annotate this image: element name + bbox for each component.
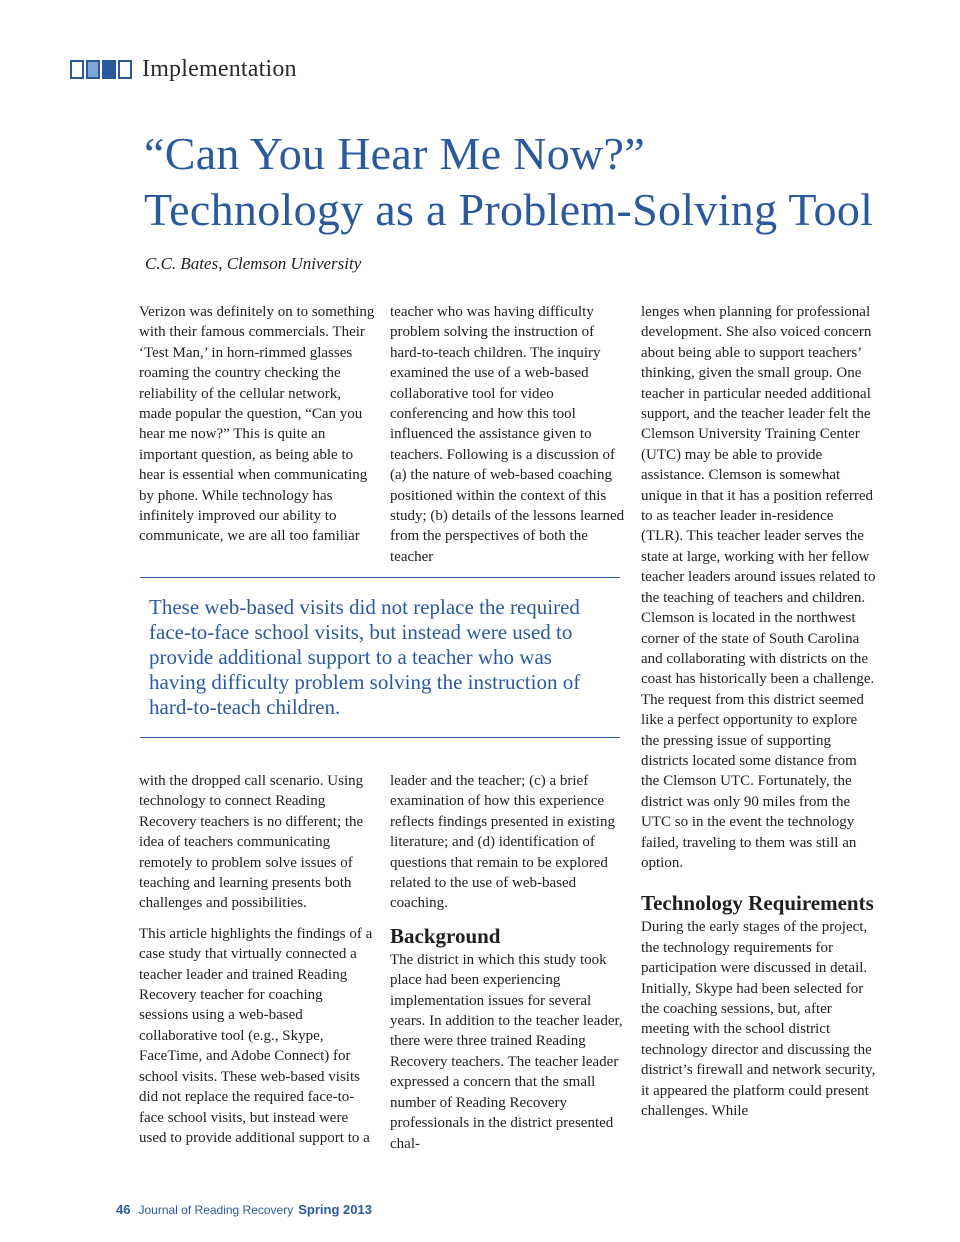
section-label: Implementation	[142, 56, 297, 82]
section-header	[70, 56, 297, 83]
pullquote-top-rule	[140, 577, 620, 578]
byline: C.C. Bates, Clemson University	[145, 254, 362, 273]
pullquote-bottom-rule	[140, 737, 620, 738]
page-number: 46	[116, 1202, 131, 1217]
page-footer	[116, 1202, 372, 1217]
paragraph: Verizon was definitely on to something with their famous commercials. Their ‘Test Man,’ in horn-rimmed glasses roaming the country checking the reliability of the cellular network, made popular the question, “Can you hear me now?” This is quite an important question, as being able to hear is essential when communicating by phone. While technology has infinitely improved our ability to communicate, we are all too familiar	[139, 304, 375, 545]
paragraph: leader and the teacher; (c) a brief examination of how this experience reflects findings presented in existing literature; and (d) identification of questions that remain to be explored related to the use of web-based coaching.	[390, 773, 615, 912]
section-heading-technology-requirements: Technology Requirements	[641, 891, 874, 916]
paragraph: lenges when planning for professional development. She also voiced concern about being able to support teachers’ thinking, given the small group. One teacher in particular needed additional support, and the teacher leader felt the Clemson University Training Center (UTC) may be able to provide assistance. Clemson is somewhat unique in that it has a position referred to as teacher leader in-residence (TLR). This teacher leader serves the state at large, working with her fellow teacher leaders around issues related to the teaching of teachers and children. Clemson is located in the northwest corner of the state of South Carolina and collaborating with districts on the coast has historically been a challenge. The request from this district seemed like a perfect opportunity to explore the pressing issue of supporting districts located some distance from the Clemson UTC. Fortunately, the district was only 90 miles from the UTC so in the event the technology failed, traveling to them was still an option.	[641, 304, 876, 871]
paragraph: This article highlights the findings of a case study that virtually connected a teacher leader and trained Reading Recovery teacher for coaching sessions using a web-based collaborative tool (e.g., Skype, FaceTime, and Adobe Connect) for school visits. These web-based visits did not replace the required face-to-face school visits, but instead were used to provide additional support to a	[139, 925, 373, 1146]
column-2-bottom	[390, 771, 626, 1154]
paragraph: teacher who was having difficulty problem solving the instruction of hard-to-teach children. The inquiry examined the use of a web-based collaborative tool for video conferencing and how this tool influenced the assistance given to teachers. Following is a discussion of (a) the nature of web-based coaching positioned within the context of this study; (b) details of the lessons learned from the perspectives of both the teacher	[390, 304, 625, 565]
article-title-line-2: Technology as a Problem-Solving Tool	[144, 184, 874, 235]
decorative-square-icon	[70, 60, 84, 79]
pullquote: These web-based visits did not replace the required face-to-face school visits, but instead were used to provide additional support to a teacher who was having difficulty problem solving the instruction of hard-to-teach children.	[149, 595, 581, 719]
section-heading-background: Background	[390, 923, 501, 948]
article-title-line-1: “Can You Hear Me Now?”	[144, 128, 645, 179]
column-1-top	[139, 302, 375, 547]
decorative-square-icon	[118, 60, 132, 79]
paragraph: The district in which this study took place had been experiencing implementation issues for several years. In addition to the teacher leader, there were three trained Reading Recovery teachers. The teacher leader expressed a concern that the small number of Reading Recovery professionals in the district presented chal-	[390, 951, 623, 1152]
journal-name: Journal of Reading Recovery	[138, 1203, 294, 1217]
column-3	[641, 302, 877, 1121]
paragraph: During the early stages of the project, the technology requirements for participation were discussed in detail. Initially, Skype had been selected for the coaching sessions, but, after meeting with the school district technology director and discussing the district’s firewall and network security, it appeared the platform could present challenges. While	[641, 919, 876, 1120]
decorative-square-icon	[102, 60, 116, 79]
article-title	[144, 126, 924, 238]
column-2-top	[390, 302, 626, 567]
decorative-square-icon	[86, 60, 100, 79]
column-1-bottom	[139, 771, 375, 1148]
issue-label: Spring 2013	[298, 1202, 372, 1217]
paragraph: with the dropped call scenario. Using technology to connect Reading Recovery teachers is no different; the idea of teachers communicating remotely to problem solve issues of teaching and learning presents both challenges and possibilities.	[139, 773, 364, 912]
